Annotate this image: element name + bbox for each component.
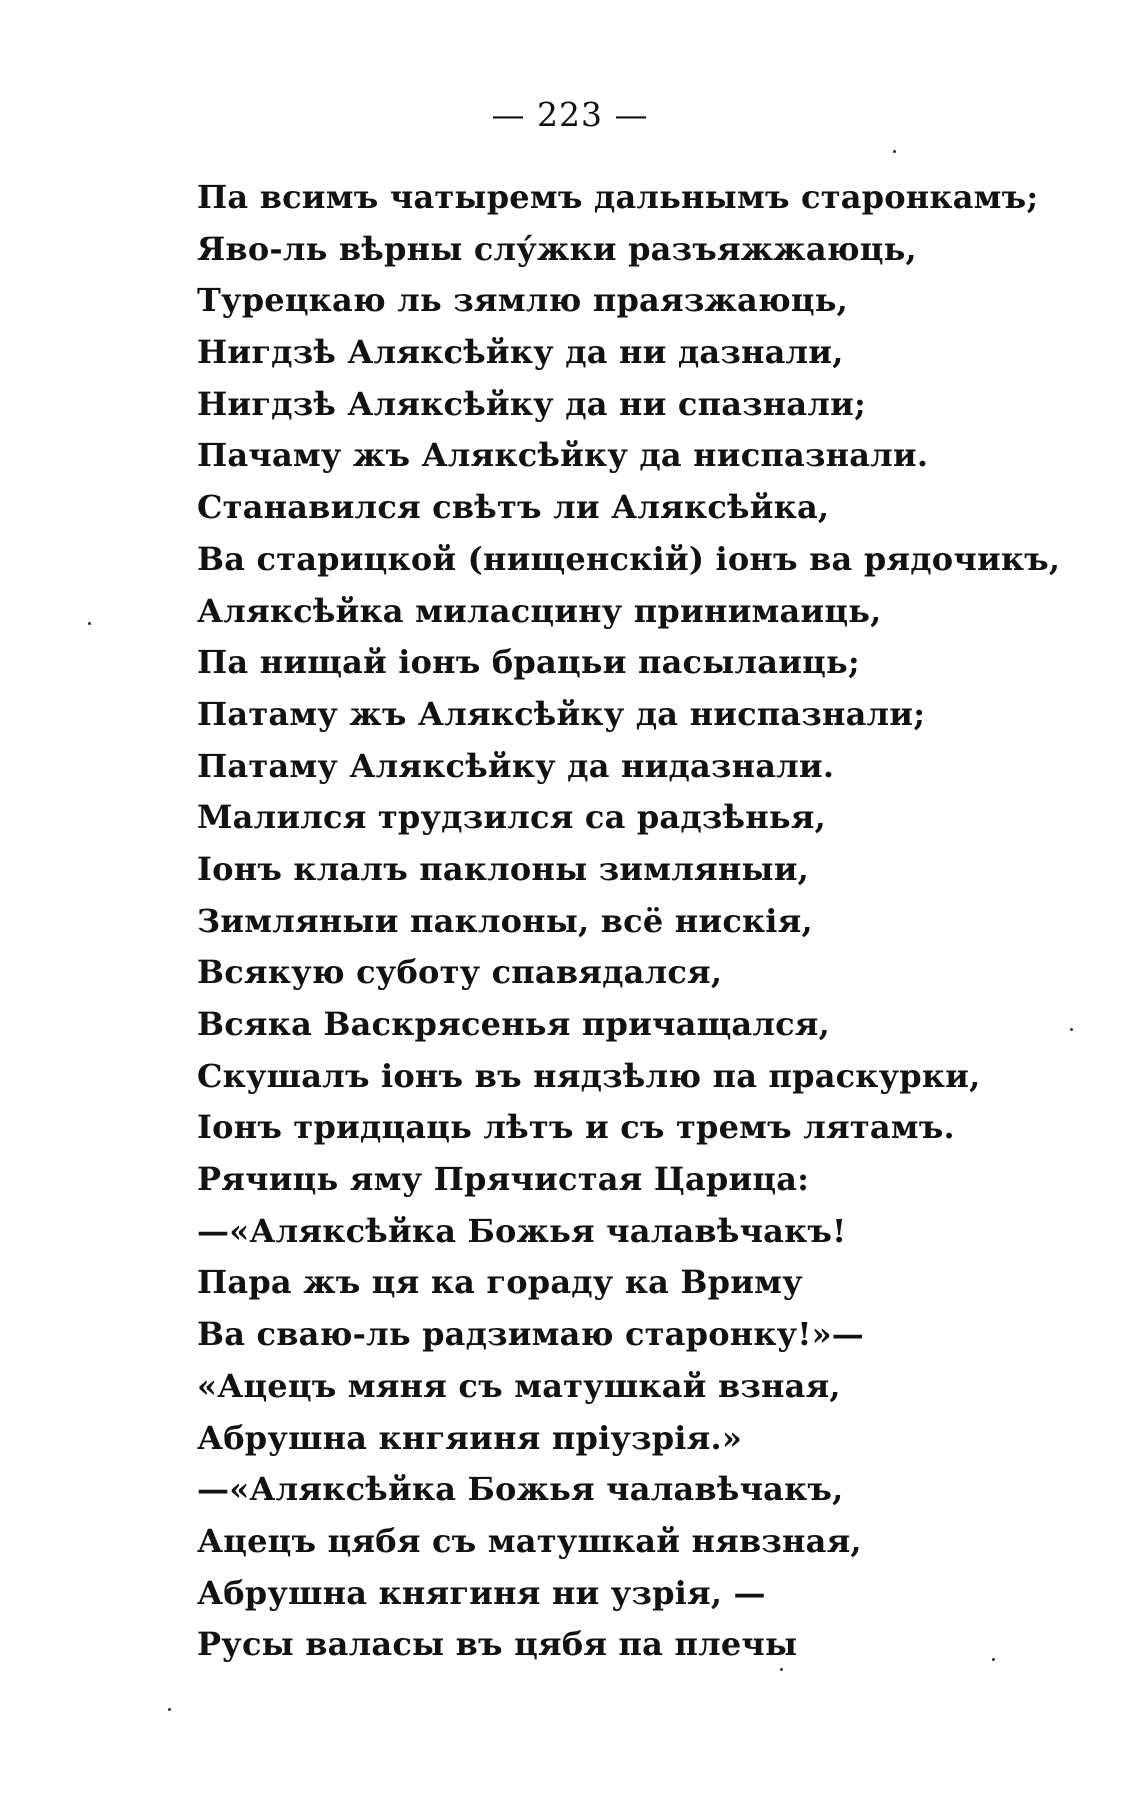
verse-line: Пара жъ ця ка гораду ка Вриму	[197, 1263, 803, 1302]
verse-line: «Ацецъ мяня съ матушкай взная,	[197, 1366, 841, 1405]
verse-line: Абрушна княгиня ни узрія, —	[197, 1573, 766, 1612]
verse-line: Патаму жъ Аляксѣйку да ниспазнали;	[197, 694, 926, 733]
verse-line: —«Аляксѣйка Божья чалавѣчакъ,	[197, 1470, 844, 1509]
verse-line: —«Аляксѣйка Божья чалавѣчакъ!	[197, 1211, 847, 1250]
verse-line: Ва старицкой (нищенскій) іонъ ва рядочикъ,	[197, 539, 1061, 578]
verse-line: Іонъ тридцаць лѣтъ и съ тремъ лятамъ.	[197, 1108, 955, 1147]
scan-speck	[88, 622, 91, 625]
verse-line: Яво-ль вѣрны слу́жки разъяжжаюць,	[197, 229, 917, 268]
verse-line: Патаму Аляксѣйку да нидазнали.	[197, 746, 835, 785]
verse-line: Ацецъ цябя съ матушкай нявзная,	[197, 1521, 862, 1560]
verse-line: Па всимъ чатыремъ дальнымъ старонкамъ;	[197, 178, 1039, 216]
verse-line: Пачаму жъ Аляксѣйку да ниспазнали.	[197, 436, 929, 475]
verse-line: Русы валасы въ цябя па плечы	[197, 1625, 798, 1664]
verse-line: Рячиць яму Прячистая Царица:	[197, 1160, 810, 1199]
scan-speck	[168, 1708, 171, 1711]
page-number: — 223 —	[491, 95, 649, 134]
verse-line: Всяка Васкрясенья причащался,	[197, 1005, 830, 1043]
verse-line: Абрушна кнгяиня пріузрія.»	[197, 1418, 743, 1457]
scan-speck	[992, 1658, 995, 1661]
scan-speck	[780, 1668, 783, 1671]
scan-speck	[893, 150, 896, 153]
verse-line: Всякую суботу спавядался,	[197, 953, 723, 992]
verse-line: Іонъ клалъ паклоны зимляныи,	[197, 849, 810, 888]
scan-speck	[1070, 1028, 1073, 1031]
verse-line: Станавился свѣтъ ли Аляксѣйка,	[197, 488, 830, 527]
verse-line: Турецкаю ль зямлю праязжаюць,	[197, 281, 849, 320]
verse-line: Зимляныи паклоны, всё нискія,	[197, 901, 813, 940]
verse-line: Нигдзѣ Аляксѣйку да ни спазнали;	[197, 384, 867, 423]
verse-line: Аляксѣйка миласцину принимаиць,	[197, 591, 882, 630]
verse-text	[197, 172, 1097, 1671]
verse-line: Малился трудзился са радзѣнья,	[197, 798, 826, 837]
verse-line: Ва сваю-ль радзимаю старонку!»—	[197, 1315, 864, 1354]
verse-line: Нигдзѣ Аляксѣйку да ни дазнали,	[197, 333, 844, 372]
verse-line: Скушалъ іонъ въ нядзѣлю па праскурки,	[197, 1056, 981, 1095]
verse-line: Па нищай іонъ брацьи пасылаиць;	[197, 643, 860, 682]
